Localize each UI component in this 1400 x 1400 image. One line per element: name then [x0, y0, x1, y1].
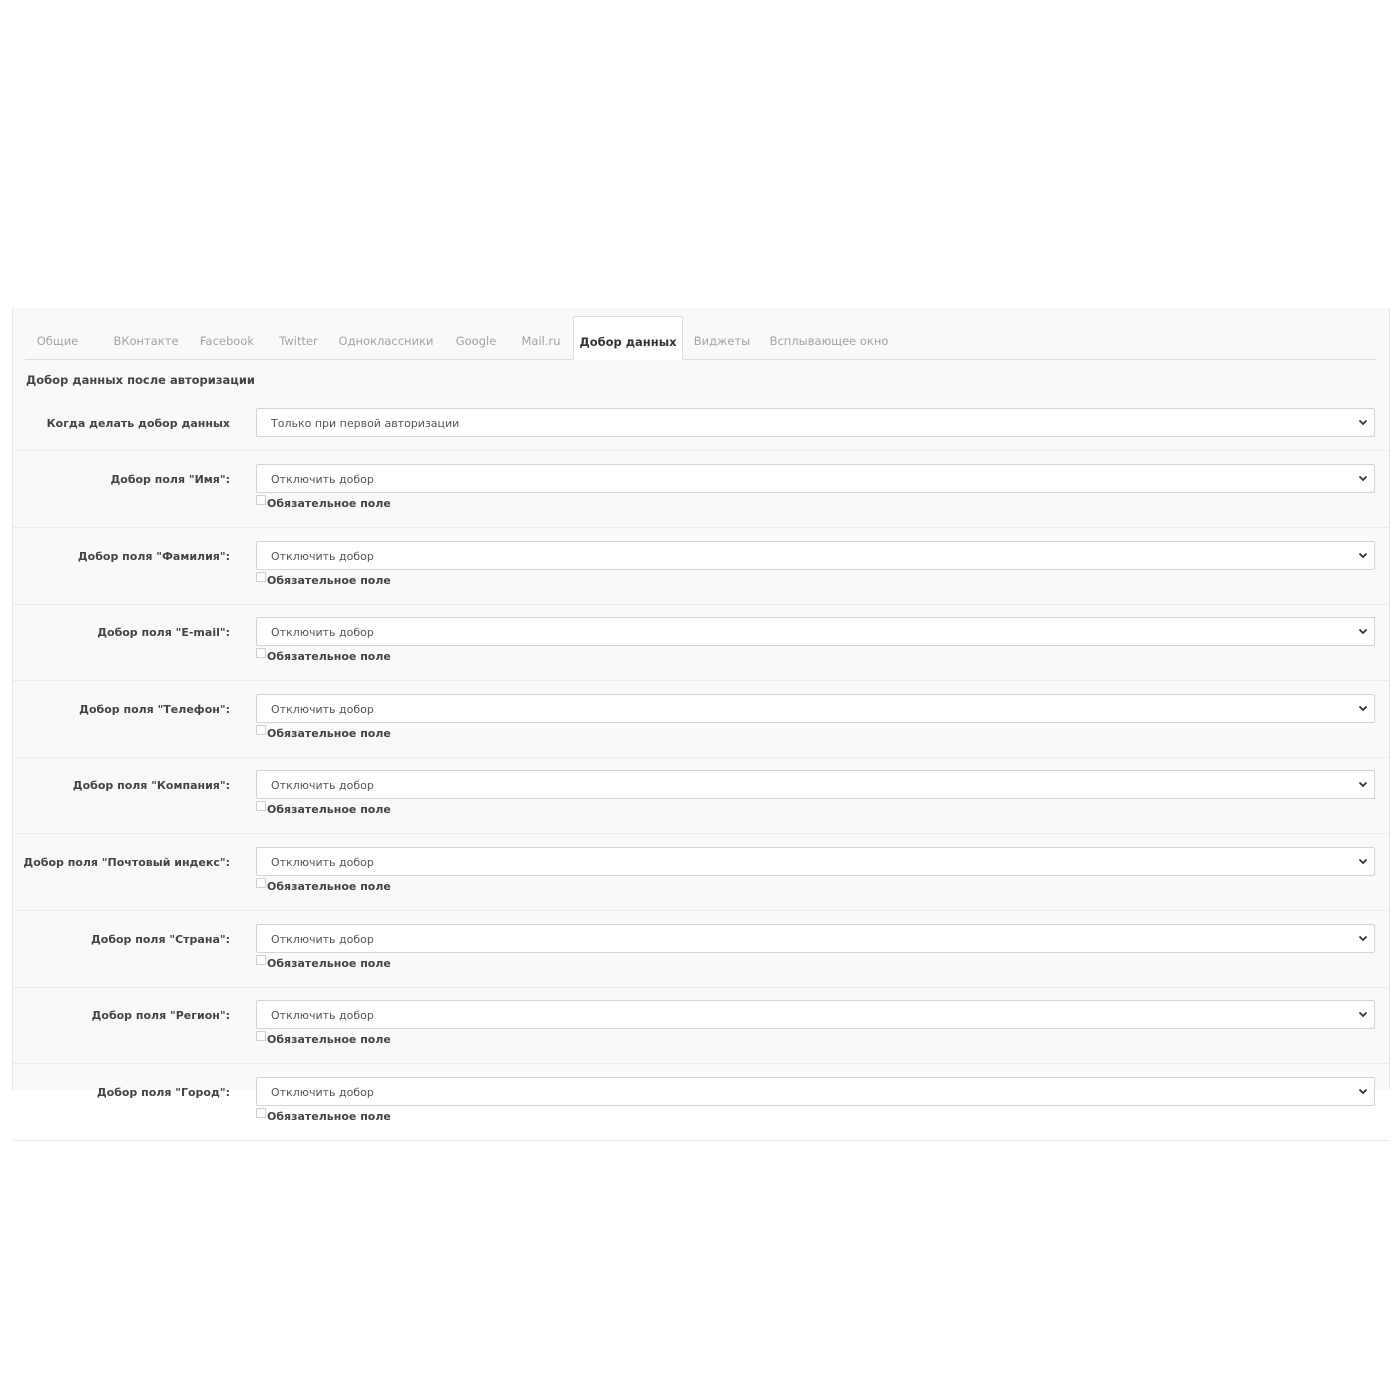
- required-checkbox[interactable]: [256, 725, 266, 735]
- required-field-option: [256, 879, 391, 893]
- chevron-down-icon: [1358, 771, 1368, 798]
- field-select[interactable]: [256, 924, 1375, 953]
- field-row: [13, 451, 1389, 528]
- field-label: Добор поля "Фамилия":: [77, 550, 230, 563]
- required-checkbox[interactable]: [256, 1108, 266, 1118]
- field-select[interactable]: [256, 847, 1375, 876]
- field-label: Добор поля "Компания":: [72, 779, 230, 792]
- chevron-down-icon: [1358, 848, 1368, 875]
- required-field-option: [256, 496, 391, 510]
- field-row: [13, 987, 1389, 1064]
- required-field-option: [256, 1109, 391, 1123]
- field-label: Добор поля "Почтовый индекс":: [23, 856, 230, 869]
- field-select-value: Отключить добор: [271, 550, 374, 563]
- field-row: [13, 757, 1389, 834]
- required-checkbox[interactable]: [256, 495, 266, 505]
- field-row: [13, 528, 1389, 605]
- required-field-option: [256, 1032, 391, 1046]
- section-title: Добор данных после авторизации: [26, 373, 255, 387]
- field-select-value: Отключить добор: [271, 473, 374, 486]
- field-label: Добор поля "Имя":: [110, 473, 230, 486]
- required-checkbox[interactable]: [256, 955, 266, 965]
- field-row: [13, 834, 1389, 911]
- field-label: Добор поля "Страна":: [90, 933, 230, 946]
- required-checkbox[interactable]: [256, 1031, 266, 1041]
- tab-bar: [25, 316, 1376, 360]
- tab-google[interactable]: Google: [455, 334, 497, 348]
- chevron-down-icon: [1358, 465, 1368, 492]
- field-select-value: Отключить добор: [271, 1009, 374, 1022]
- field-select[interactable]: [256, 617, 1375, 646]
- required-label: Обязательное поле: [267, 496, 391, 510]
- required-checkbox[interactable]: [256, 878, 266, 888]
- chevron-down-icon: [1358, 1078, 1368, 1105]
- tab-widgets[interactable]: Виджеты: [693, 334, 751, 348]
- required-field-option: [256, 802, 391, 816]
- field-select-value: Отключить добор: [271, 779, 374, 792]
- tab-odnoklassniki[interactable]: Одноклассники: [338, 334, 434, 348]
- when-label: Когда делать добор данных: [46, 417, 230, 430]
- when-select-value: Только при первой авторизации: [271, 417, 460, 430]
- required-label: Обязательное поле: [267, 573, 391, 587]
- field-label: Добор поля "E-mail":: [97, 626, 230, 639]
- required-field-option: [256, 649, 391, 663]
- tab-vkontakte[interactable]: ВКонтакте: [113, 334, 179, 348]
- field-label: Добор поля "Город":: [96, 1086, 230, 1099]
- required-label: Обязательное поле: [267, 802, 391, 816]
- required-label: Обязательное поле: [267, 956, 391, 970]
- required-label: Обязательное поле: [267, 1032, 391, 1046]
- tab-general[interactable]: Общие: [36, 334, 79, 348]
- field-select[interactable]: [256, 541, 1375, 570]
- chevron-down-icon: [1358, 409, 1368, 436]
- tab-data-collection[interactable]: Добор данных: [573, 316, 683, 360]
- required-field-option: [256, 573, 391, 587]
- field-label: Добор поля "Телефон":: [79, 703, 230, 716]
- chevron-down-icon: [1358, 695, 1368, 722]
- required-label: Обязательное поле: [267, 879, 391, 893]
- field-select-value: Отключить добор: [271, 1086, 374, 1099]
- required-field-option: [256, 956, 391, 970]
- field-select-value: Отключить добор: [271, 626, 374, 639]
- field-row: [13, 1064, 1389, 1141]
- field-select-value: Отключить добор: [271, 703, 374, 716]
- required-checkbox[interactable]: [256, 648, 266, 658]
- required-label: Обязательное поле: [267, 649, 391, 663]
- field-select[interactable]: [256, 1000, 1375, 1029]
- when-row: [13, 408, 1389, 451]
- field-row: [13, 681, 1389, 758]
- field-label: Добор поля "Регион":: [91, 1009, 230, 1022]
- required-label: Обязательное поле: [267, 726, 391, 740]
- tab-mailru[interactable]: Mail.ru: [521, 334, 561, 348]
- tab-facebook[interactable]: Facebook: [199, 334, 255, 348]
- chevron-down-icon: [1358, 925, 1368, 952]
- field-select[interactable]: [256, 464, 1375, 493]
- required-label: Обязательное поле: [267, 1109, 391, 1123]
- tab-popup[interactable]: Всплывающее окно: [769, 334, 889, 348]
- chevron-down-icon: [1358, 542, 1368, 569]
- field-select-value: Отключить добор: [271, 856, 374, 869]
- field-select[interactable]: [256, 694, 1375, 723]
- settings-panel: [12, 308, 1390, 1123]
- field-select[interactable]: [256, 770, 1375, 799]
- required-field-option: [256, 726, 391, 740]
- field-select[interactable]: [256, 1077, 1375, 1106]
- tab-twitter[interactable]: Twitter: [279, 334, 318, 348]
- field-row: [13, 604, 1389, 681]
- field-row: [13, 911, 1389, 988]
- field-select-value: Отключить добор: [271, 933, 374, 946]
- when-select[interactable]: [256, 408, 1375, 437]
- chevron-down-icon: [1358, 618, 1368, 645]
- required-checkbox[interactable]: [256, 572, 266, 582]
- chevron-down-icon: [1358, 1001, 1368, 1028]
- required-checkbox[interactable]: [256, 801, 266, 811]
